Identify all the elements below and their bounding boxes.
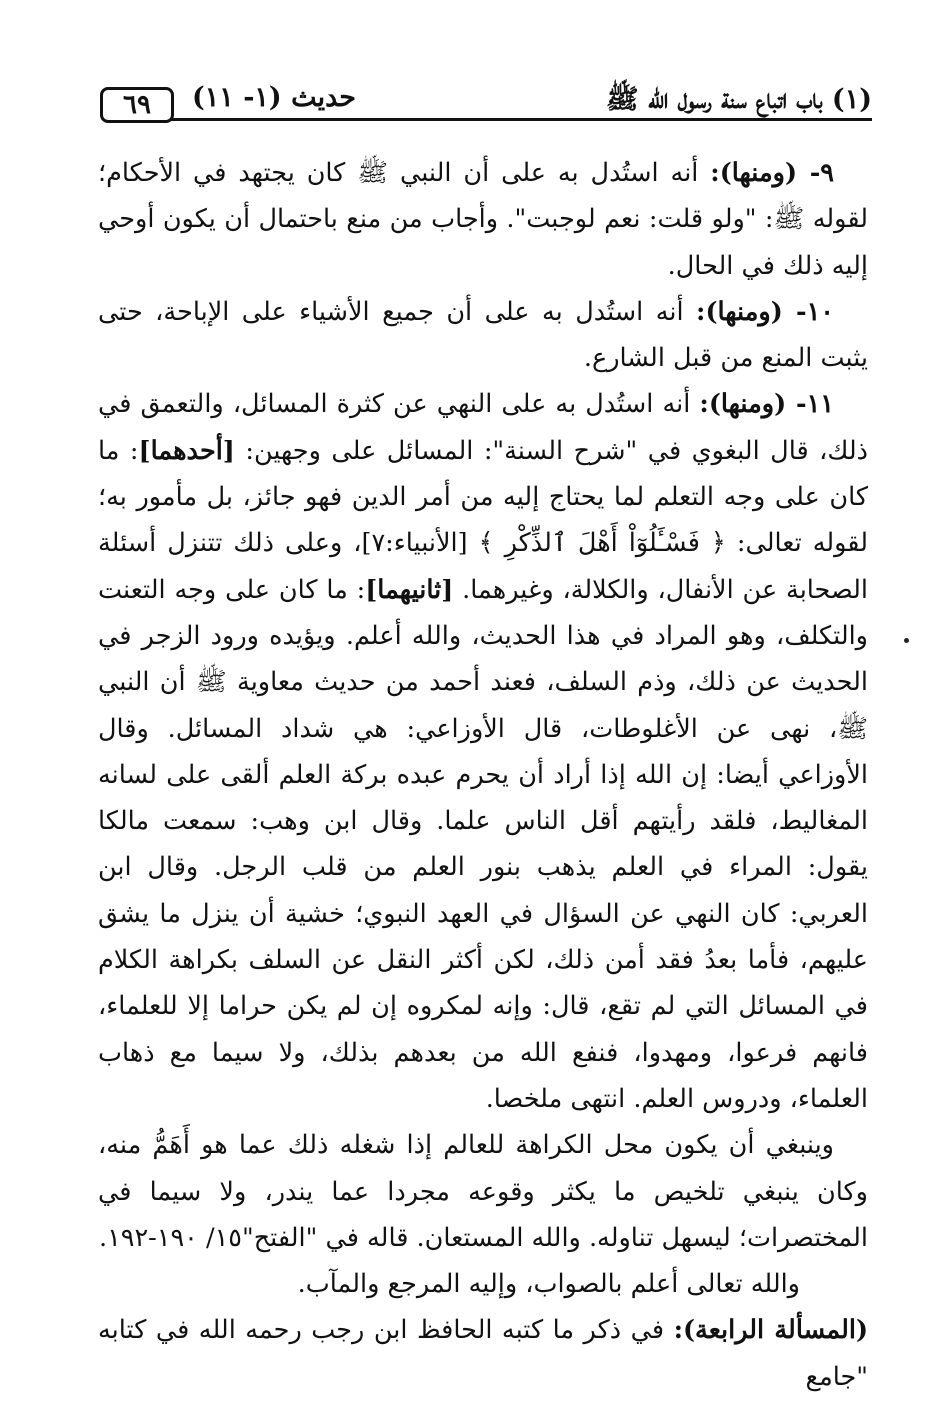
paragraph-masala-4 — [98, 1307, 868, 1400]
paragraph-closing — [98, 1261, 868, 1307]
paragraph-11-text-2: : ما كان على وجه التعلم لما يحتاج إليه من أمر الدين فهو جائز، بل مأمور به؛ لقوله تعالى: ﴿ فَسْـَٔلُوٓاْ أَهْلَ ٱلذِّكْرِ ﴾ [الأنبياء:٧]، وعلى ذلك تتنزل أسئلة الصحابة عن الأنفال، والكلالة، وغيرهما. — [98, 435, 868, 605]
paragraph-closing-text: والله تعالى أعلم بالصواب، وإليه المرجع والمآب. — [297, 1269, 800, 1300]
paragraph-10-text: أنه استُدل به على أن جميع الأشياء على الإباحة، حتى يثبت المنع من قبل الشارع. — [98, 296, 868, 374]
header-divider — [170, 118, 872, 121]
paragraph-11-term-2: [ثانيهما] — [365, 574, 454, 605]
paragraph-11-lead: ١١- (ومنها): — [699, 389, 835, 420]
page-header — [100, 60, 872, 130]
paragraph-masala-4-text: في ذكر ما كتبه الحافظ ابن رجب رحمه الله في كتابه "جامع — [98, 1315, 868, 1392]
hadith-range: حديث (١- ١١) — [192, 82, 356, 113]
paragraph-11-text-1: أنه استُدل به على النهي عن كثرة المسائل، والتعمق في ذلك، قال البغوي في "شرح السنة": المسائل على وجهين: — [98, 389, 868, 466]
page-number: ٦٩ — [100, 87, 174, 123]
paragraph-karaha — [98, 1122, 868, 1261]
paragraph-9 — [98, 150, 868, 289]
paragraph-9-lead: ٩- (ومنها): — [710, 158, 834, 188]
margin-dot — [904, 638, 909, 643]
chapter-title: (١) باب اتباع سنة رسول الله ﷺ — [606, 84, 872, 115]
paragraph-11-term-1: [أحدهما] — [138, 435, 235, 466]
paragraph-9-text: أنه استُدل به على أن النبي ﷺ كان يجتهد في الأحكام؛ لقوله ﷺ: "ولو قلت: نعم لوجبت". وأجاب من منع باحتمال أن يكون أوحي إليه ذلك في الحال. — [98, 158, 868, 281]
paragraph-10 — [98, 289, 868, 382]
paragraph-11-text-3: : ما كان على وجه التعنت والتكلف، وهو المراد في هذا الحديث، والله أعلم. ويؤيده ورود الزجر في الحديث عن ذلك، وذم السلف، فعند أحمد من حديث معاوية ﷺ أن النبي ﷺ، نهى عن الأغلوطات، قال الأوزاعي: هي شداد المسائل. وقال الأوزاعي أيضا: إن الله إذا أراد أن يحرم عبده بركة العلم ألقى على لسانه المغاليط، فلقد رأيتهم أقل الناس علما. وقال ابن وهب: سمعت مالكا يقول: المراء في العلم يذهب بنور العلم من قلب الرجل. وقال ابن العربي: كان النهي عن السؤال في العهد النبوي؛ خشية أن ينزل ما يشق عليهم، فأما بعدُ فقد أمن ذلك، لكن أكثر النقل عن السلف بكراهة الكلام في المسائل التي لم تقع، قال: وإنه لمكروه إن لم يكن حراما إلا للعلماء، فانهم فرعوا، ومهدوا، فنفع الله من بعدهم بذلك، ولا سيما مع ذهاب العلماء، ودروس العلم. انتهى ملخصا. — [98, 574, 868, 1114]
body-text — [98, 150, 868, 1400]
paragraph-10-lead: ١٠- (ومنها): — [696, 296, 834, 327]
paragraph-karaha-text: وينبغي أن يكون محل الكراهة للعالم إذا شغله ذلك عما هو أَهَمُّ منه، وكان ينبغي تلخيص ما يكثر وقوعه مجردا عما يندر، ولا سيما في المختصرات؛ ليسهل تناوله. والله المستعان. قاله في "الفتح"١٥/ ١٩٠-١٩٢. — [98, 1130, 868, 1253]
paragraph-11 — [98, 381, 868, 1122]
paragraph-masala-4-lead: (المسألة الرابعة): — [673, 1315, 869, 1346]
